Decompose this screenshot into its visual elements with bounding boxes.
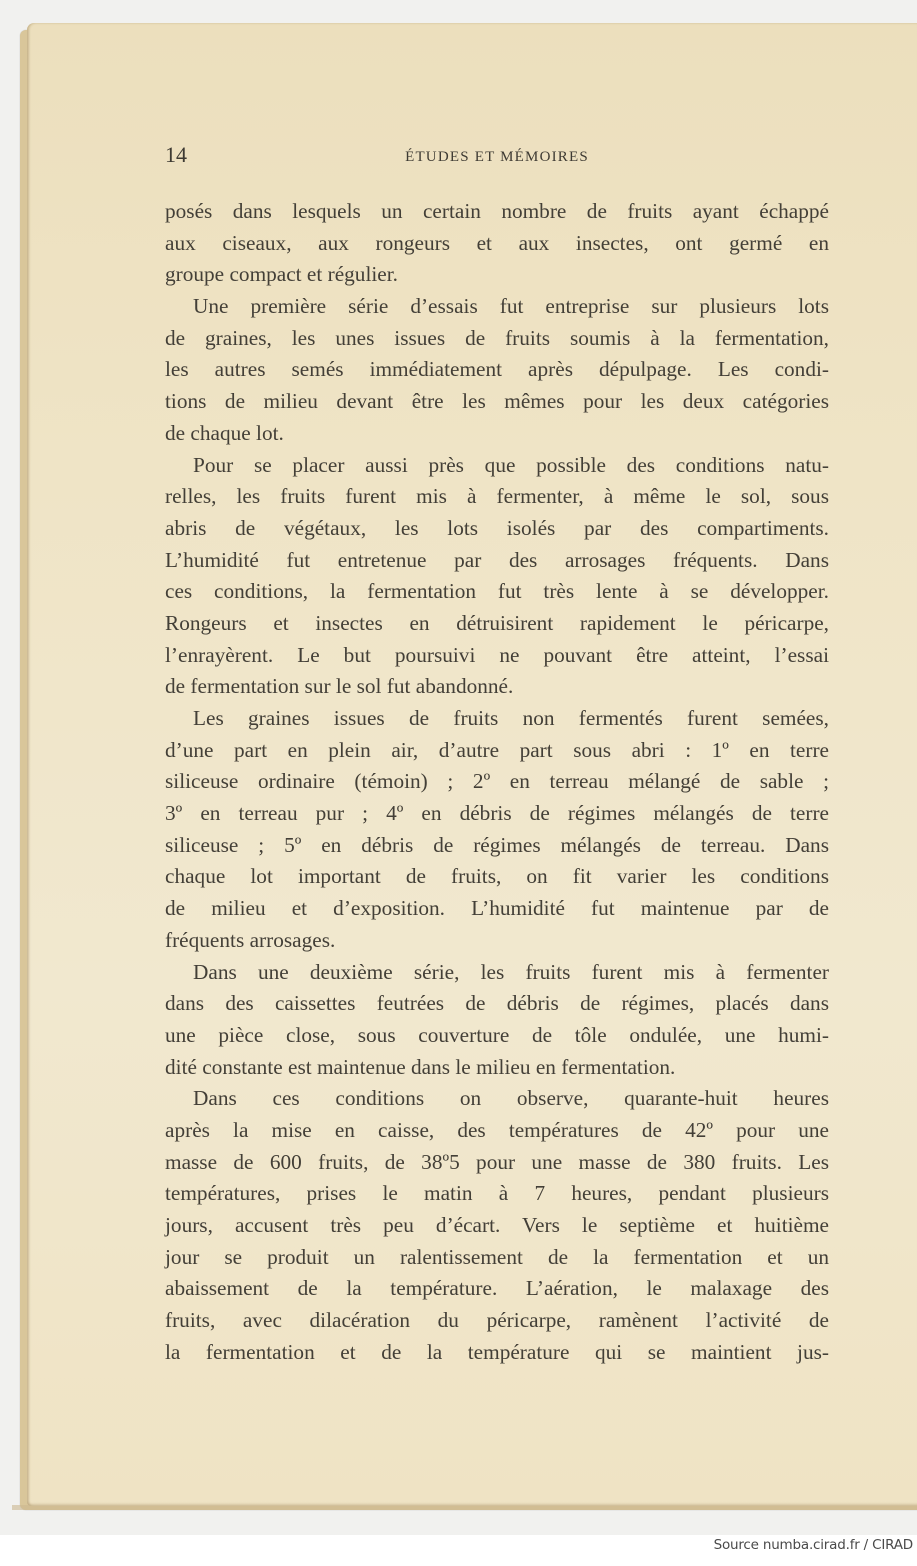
text-line: tions de milieu devant être les mêmes pour les deux catégories [165, 389, 829, 414]
text-line: ces conditions, la fermentation fut très lente à se développer. [165, 579, 829, 604]
text-line: relles, les fruits furent mis à fermenter, à même le sol, sous [165, 484, 829, 509]
paragraph [165, 291, 829, 449]
text-line: températures, prises le matin à 7 heures, pendant plusieurs [165, 1181, 829, 1206]
text-line: une pièce close, sous couverture de tôle ondulée, une humi- [165, 1022, 829, 1047]
text-line: Les graines issues de fruits non fermentés furent semées, [193, 706, 829, 730]
text-line: la fermentation et de la température qui se maintient jus- [165, 1339, 829, 1364]
running-title: ÉTUDES ET MÉMOIRES [405, 149, 589, 165]
paragraph [165, 957, 829, 1084]
text-line: dité constante est maintenue dans le milieu en fermentation. [165, 1054, 676, 1079]
text-line: siliceuse ordinaire (témoin) ; 2º en terreau mélangé de sable ; [165, 769, 829, 794]
paragraph [165, 1083, 829, 1368]
text-line: après la mise en caisse, des températures de 42º pour une [165, 1117, 829, 1142]
text-line: de graines, les unes issues de fruits soumis à la fermentation, [165, 325, 829, 350]
text-line: l’enrayèrent. Le but poursuivi ne pouvant être atteint, l’essai [165, 642, 829, 667]
running-header [165, 140, 829, 170]
paragraph [165, 703, 829, 957]
text-line: de chaque lot. [165, 420, 284, 445]
text-line: Une première série d’essais fut entreprise sur plusieurs lots [193, 294, 829, 319]
text-line: d’une part en plein air, d’autre part sous abri : 1º en terre [165, 737, 829, 762]
body-text [165, 196, 829, 1368]
text-line: Dans ces conditions on observe, quarante-huit heures [193, 1086, 829, 1111]
text-line: fruits, avec dilacération du péricarpe, ramènent l’activité de [165, 1308, 829, 1333]
text-line: dans des caissettes feutrées de débris de régimes, placés dans [165, 991, 829, 1016]
text-line: posés dans lesquels un certain nombre de fruits ayant échappé [165, 199, 829, 223]
text-line: jour se produit un ralentissement de la fermentation et un [165, 1244, 829, 1269]
text-line: de fermentation sur le sol fut abandonné. [165, 674, 514, 699]
text-line: abris de végétaux, les lots isolés par des compartiments. [165, 515, 829, 540]
text-line: aux ciseaux, aux rongeurs et aux insectes, ont germé en [165, 230, 829, 255]
source-caption: Source numba.cirad.fr / CIRAD [713, 1537, 913, 1553]
text-line: de milieu et d’exposition. L’humidité fut maintenue par de [165, 896, 829, 921]
text-line: Pour se placer aussi près que possible des conditions natu- [193, 452, 829, 477]
text-line: Dans une deuxième série, les fruits furent mis à fermenter [193, 959, 829, 984]
text-line: L’humidité fut entretenue par des arrosages fréquents. Dans [165, 547, 829, 572]
text-line: masse de 600 fruits, de 38º5 pour une masse de 380 fruits. Les [165, 1149, 829, 1174]
text-line: abaissement de la température. L’aération, le malaxage des [165, 1276, 829, 1301]
text-line: fréquents arrosages. [165, 927, 336, 952]
text-line: groupe compact et régulier. [165, 262, 398, 287]
text-line: les autres semés immédiatement après dépulpage. Les condi- [165, 357, 829, 382]
page-number: 14 [165, 142, 187, 167]
paragraph [165, 450, 829, 704]
paragraph [165, 196, 829, 291]
text-line: chaque lot important de fruits, on fit varier les conditions [165, 864, 829, 889]
text-line: siliceuse ; 5º en débris de régimes mélangés de terreau. Dans [165, 832, 829, 857]
text-line: Rongeurs et insectes en détruisirent rapidement le péricarpe, [165, 610, 829, 635]
text-line: jours, accusent très peu d’écart. Vers le septième et huitième [165, 1213, 829, 1237]
text-line: 3º en terreau pur ; 4º en débris de régimes mélangés de terre [165, 801, 829, 826]
